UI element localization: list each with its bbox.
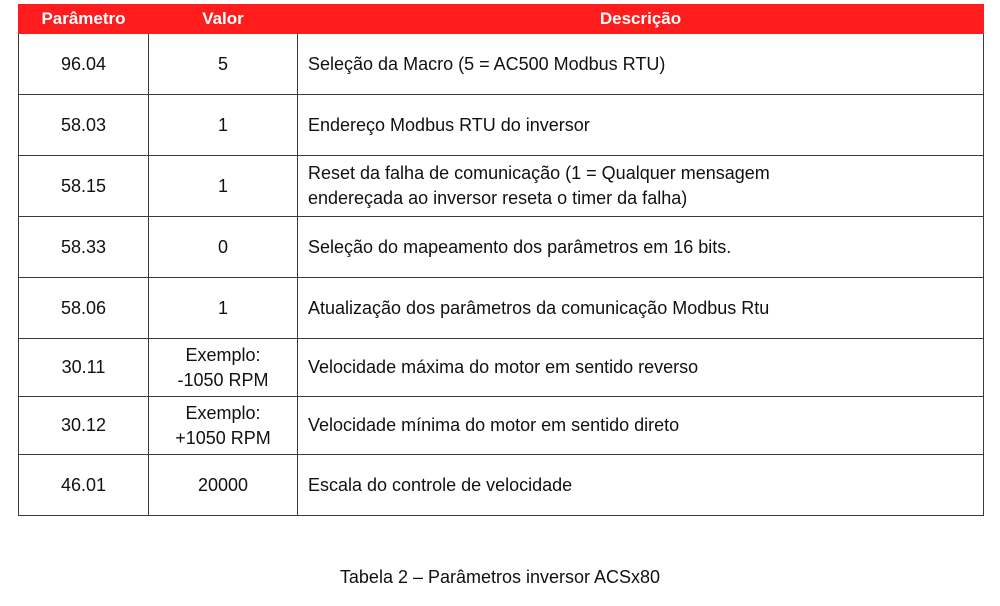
table-row xyxy=(19,278,984,339)
value-cell: 20000 xyxy=(149,455,298,516)
value-line: -1050 RPM xyxy=(177,369,269,390)
value-cell xyxy=(149,339,298,397)
table-row xyxy=(19,217,984,278)
table-header-row xyxy=(19,5,984,34)
header-descricao: Descrição xyxy=(298,5,984,34)
description-cell: Velocidade mínima do motor em sentido direto xyxy=(298,397,984,455)
value-cell: 0 xyxy=(149,217,298,278)
param-cell: 30.11 xyxy=(19,339,149,397)
param-cell: 58.06 xyxy=(19,278,149,339)
value-cell: 5 xyxy=(149,34,298,95)
param-cell: 58.03 xyxy=(19,95,149,156)
description-cell: Velocidade máxima do motor em sentido reverso xyxy=(298,339,984,397)
param-cell: 58.33 xyxy=(19,217,149,278)
description-cell: Escala do controle de velocidade xyxy=(298,455,984,516)
table-row xyxy=(19,156,984,217)
description-cell: Atualização dos parâmetros da comunicação Modbus Rtu xyxy=(298,278,984,339)
header-parametro: Parâmetro xyxy=(19,5,149,34)
parameters-table-container xyxy=(18,4,983,516)
table-row xyxy=(19,95,984,156)
param-cell: 58.15 xyxy=(19,156,149,217)
header-valor: Valor xyxy=(149,5,298,34)
table-row xyxy=(19,34,984,95)
description-line: endereçada ao inversor reseta o timer da falha) xyxy=(308,188,688,208)
parameters-table xyxy=(18,4,984,516)
param-cell: 46.01 xyxy=(19,455,149,516)
table-caption: Tabela 2 – Parâmetros inversor ACSx80 xyxy=(339,567,661,587)
value-line: Exemplo: xyxy=(185,344,261,365)
value-line: +1050 RPM xyxy=(175,427,271,448)
table-row xyxy=(19,455,984,516)
param-cell: 96.04 xyxy=(19,34,149,95)
value-cell: 1 xyxy=(149,278,298,339)
table-row xyxy=(19,339,984,397)
value-line: Exemplo: xyxy=(185,402,261,423)
param-cell: 30.12 xyxy=(19,397,149,455)
description-cell: Endereço Modbus RTU do inversor xyxy=(298,95,984,156)
description-cell: Seleção da Macro (5 = AC500 Modbus RTU) xyxy=(298,34,984,95)
description-cell xyxy=(298,156,984,217)
value-cell: 1 xyxy=(149,95,298,156)
value-cell: 1 xyxy=(149,156,298,217)
table-row xyxy=(19,397,984,455)
value-cell xyxy=(149,397,298,455)
description-line: Reset da falha de comunicação (1 = Qualquer mensagem xyxy=(308,163,770,183)
description-cell: Seleção do mapeamento dos parâmetros em 16 bits. xyxy=(298,217,984,278)
